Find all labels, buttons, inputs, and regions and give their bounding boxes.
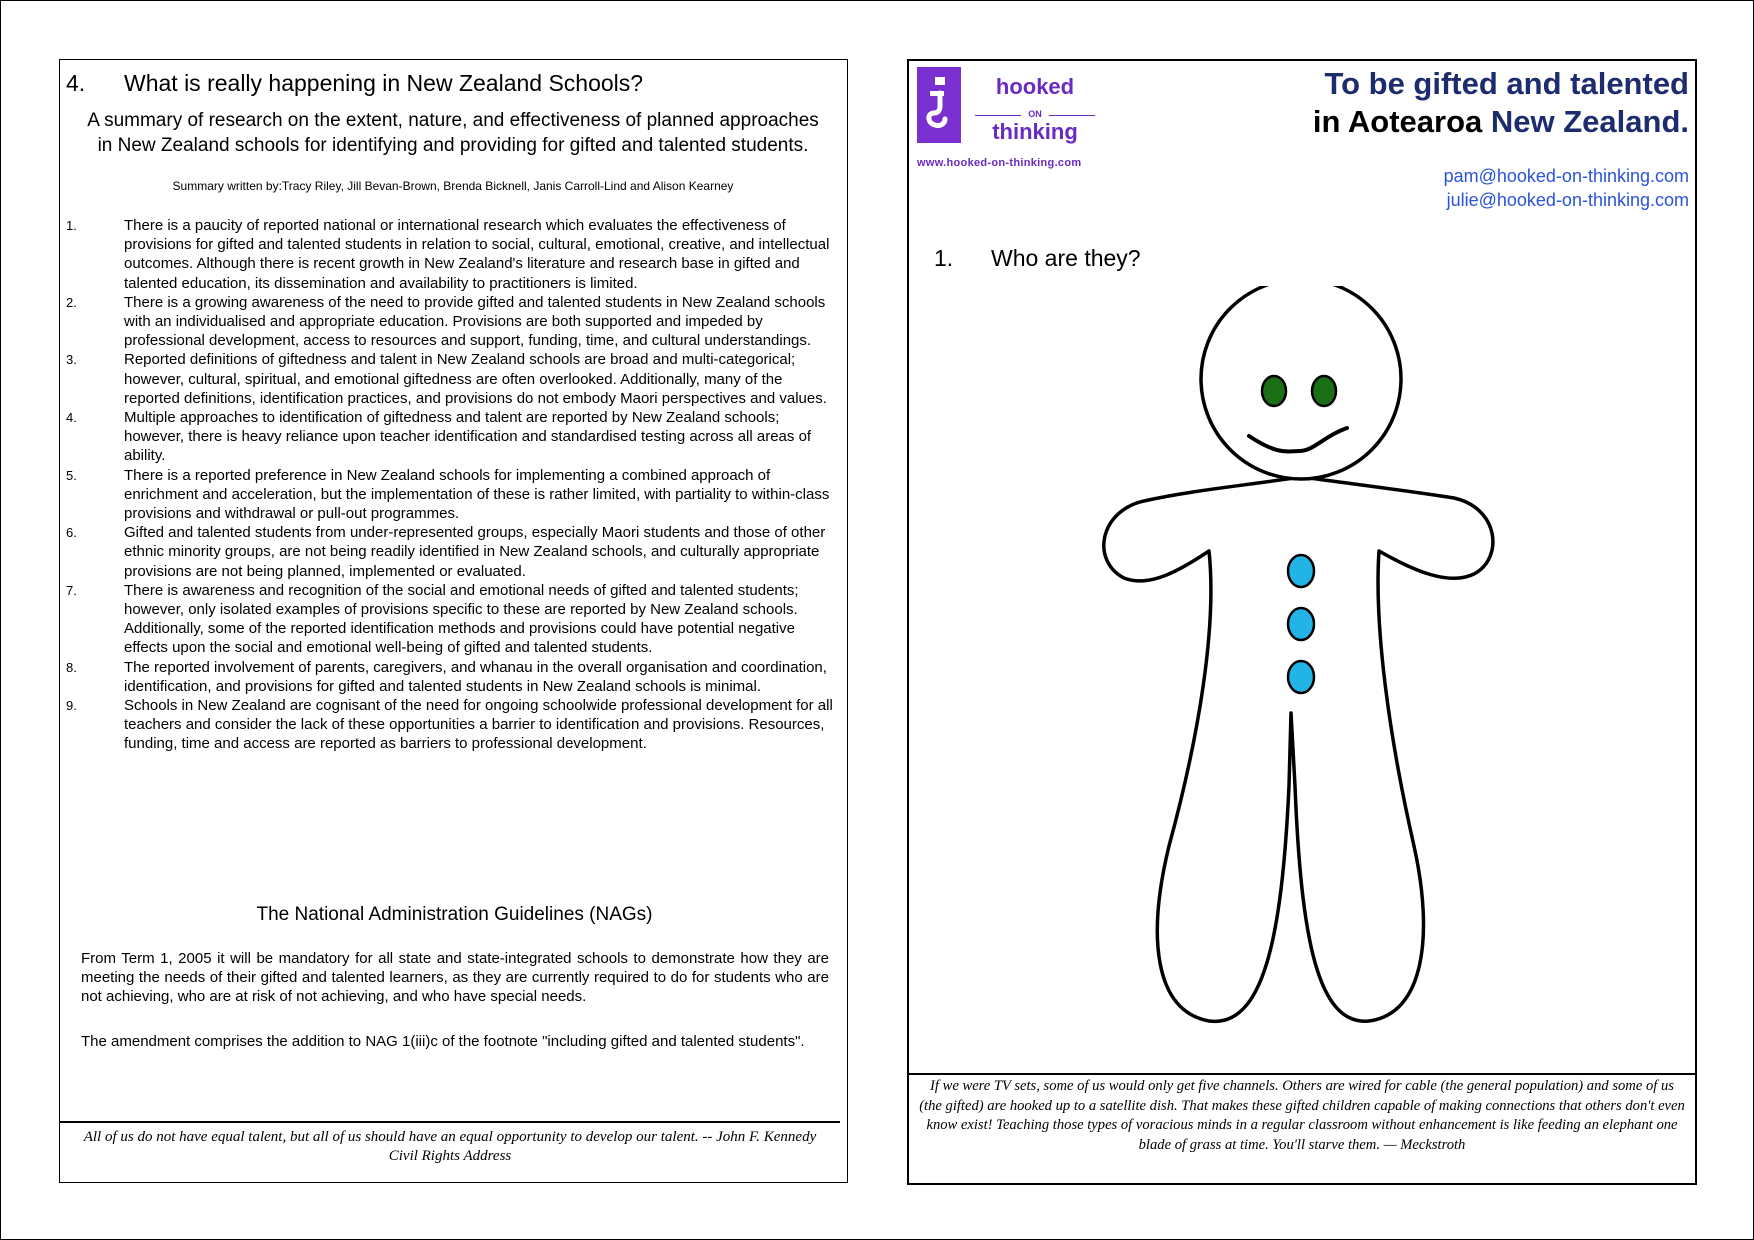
finding-text: Multiple approaches to identification of giftedness and talent are reported by New Zealand schools; however, there is heavy reliance upon teacher identification and standardised testing across all areas of ability. — [124, 409, 812, 465]
finding-item — [66, 581, 842, 658]
nag-paragraph: The amendment comprises the addition to NAG 1(iii)c of the footnote "including gifted and talented students". — [81, 1033, 805, 1050]
research-summary-panel — [59, 59, 848, 1183]
gingerbread-button — [1288, 661, 1314, 693]
logo-word-top: hooked — [995, 74, 1075, 99]
finding-number: 7. — [66, 582, 77, 598]
nag-paragraph: From Term 1, 2005 it will be mandatory for all state and state-integrated schools to demonstrate how they are meeting the needs of their gifted and talented learners, as they are currently required to do for students who are not achieving, who are at risk of not achieving, and who have special needs. — [81, 950, 829, 1005]
question-heading — [934, 245, 1141, 272]
question-text: Who are they? — [991, 245, 1141, 271]
finding-number: 2. — [66, 294, 77, 310]
finding-item — [66, 696, 842, 754]
authors-line: Summary written by:Tracy Riley, Jill Bevan-Brown, Brenda Bicknell, Janis Carroll-Lind and Alison Kearney — [172, 179, 734, 193]
hook-icon — [917, 67, 961, 143]
finding-text: Gifted and talented students from under-represented groups, especially Maori students and those of other ethnic minority groups, are not being readily identified in New Zealand schools, and culturally appropriate provisions are not being planned, implemented or evaluated. — [124, 524, 826, 580]
gifted-intro-panel — [907, 59, 1697, 1185]
title-new-zealand: New Zealand. — [1482, 104, 1689, 139]
findings-list — [66, 216, 842, 754]
gingerbread-man-icon — [1099, 286, 1569, 1076]
finding-text: There is a paucity of reported national or international research which evaluates the effectiveness of provisions for gifted and talented students in relation to social, cultural, emotional, creative, and intellectual outcomes. Although there is recent growth in New Zealand's literature and research base in gifted and talented education, its dissemination and availability to practitioners is limited. — [124, 217, 830, 292]
logo-word-middle: ON — [1028, 109, 1042, 119]
finding-number: 8. — [66, 659, 77, 675]
gingerbread-button — [1288, 555, 1314, 587]
gingerbread-eye-left — [1262, 376, 1286, 406]
gingerbread-button — [1288, 608, 1314, 640]
question-number: 1. — [934, 245, 954, 271]
finding-text: There is awareness and recognition of the social and emotional needs of gifted and talented students; however, only isolated examples of provisions specific to these are reported by New Zealand schools. Additionally, some of the reported identification methods and provisions could have potential negative effects upon the social and emotional well-being of gifted and talented students. — [124, 581, 799, 657]
kennedy-quote: All of us do not have equal talent, but all of us should have an equal opportunity to develop our talent. -- John F. Kennedy Civil Rights Address — [83, 1129, 817, 1164]
title-line-1: To be gifted and talented — [1324, 66, 1689, 101]
finding-number: 4. — [66, 410, 77, 426]
finding-item — [66, 408, 842, 466]
title-aotearoa: in Aotearoa — [1312, 104, 1483, 139]
finding-item — [66, 466, 842, 524]
finding-number: 9. — [66, 698, 77, 714]
finding-text: The reported involvement of parents, caregivers, and whanau in the overall organisation and coordination, identification, and provisions for gifted and talented students in New Zealand schools is minimal. — [124, 658, 827, 695]
nag-heading: The National Administration Guidelines (NAGs) — [256, 904, 653, 925]
title-line-2 — [1313, 103, 1689, 141]
finding-item — [66, 523, 842, 581]
meckstroth-quote: If we were TV sets, some of us would only get five channels. Others are wired for cable (the general population) and some of us (the gifted) are hooked up to a satellite dish. That makes these gifted children capable of making connections that others don't even know exist! Teaching those types of voracious minds in a regular classroom without enhancement is like feeding an elephant one blade of grass at time. You'll starve them. — Meckstroth — [919, 1078, 1685, 1153]
panel-title — [1313, 65, 1689, 141]
finding-text: There is a growing awareness of the need to provide gifted and talented students in New Zealand schools with an individualised and appropriate education. Provisions are both supported and impeded by professional development, access to resources and support, funding, time, and cultural understandings. — [124, 293, 826, 350]
gingerbread-eye-right — [1312, 376, 1336, 406]
finding-number: 1. — [66, 218, 77, 233]
logo-url[interactable]: www.hooked-on-thinking.com — [917, 157, 1082, 169]
section-number: 4. — [66, 70, 86, 96]
finding-item — [66, 658, 842, 696]
finding-number: 3. — [66, 352, 77, 368]
finding-text: Reported definitions of giftedness and talent in New Zealand schools are broad and multi-categorical; however, cultural, spiritual, and emotional giftedness are often overlooked. Additionally, many of the reported definitions, identification practices, and provisions do not embody Maori perspectives and values. — [124, 351, 827, 407]
finding-item — [66, 216, 842, 293]
quote-divider — [60, 1121, 840, 1123]
finding-item — [66, 293, 842, 351]
section-title: What is really happening in New Zealand Schools? — [124, 70, 644, 96]
finding-number: 6. — [66, 525, 77, 541]
finding-text: Schools in New Zealand are cognisant of the need for ongoing schoolwide professional development for all teachers and consider the lack of these opportunities a barrier to identification and provisions. Resources, funding, time and access are reported as barriers to professional development. — [124, 697, 833, 753]
finding-number: 5. — [66, 467, 77, 483]
hooked-on-thinking-logo — [917, 67, 1117, 177]
research-subtitle: A summary of research on the extent, nature, and effectiveness of planned approaches in New Zealand schools for identifying and providing for gifted and talented students. — [87, 110, 819, 156]
finding-item — [66, 350, 842, 408]
section-heading — [66, 70, 643, 97]
email-link-julie[interactable]: julie@hooked-on-thinking.com — [1446, 190, 1689, 210]
finding-text: There is a reported preference in New Zealand schools for implementing a combined approach of enrichment and acceleration, but the implementation of these is rather limited, with partiality to within-class provisions and withdrawal or pull-out programmes. — [124, 466, 830, 523]
email-link-pam[interactable]: pam@hooked-on-thinking.com — [1443, 166, 1689, 186]
quote-divider — [909, 1073, 1695, 1075]
logo-word-bottom: thinking — [992, 119, 1078, 144]
logo-mark — [917, 67, 961, 143]
